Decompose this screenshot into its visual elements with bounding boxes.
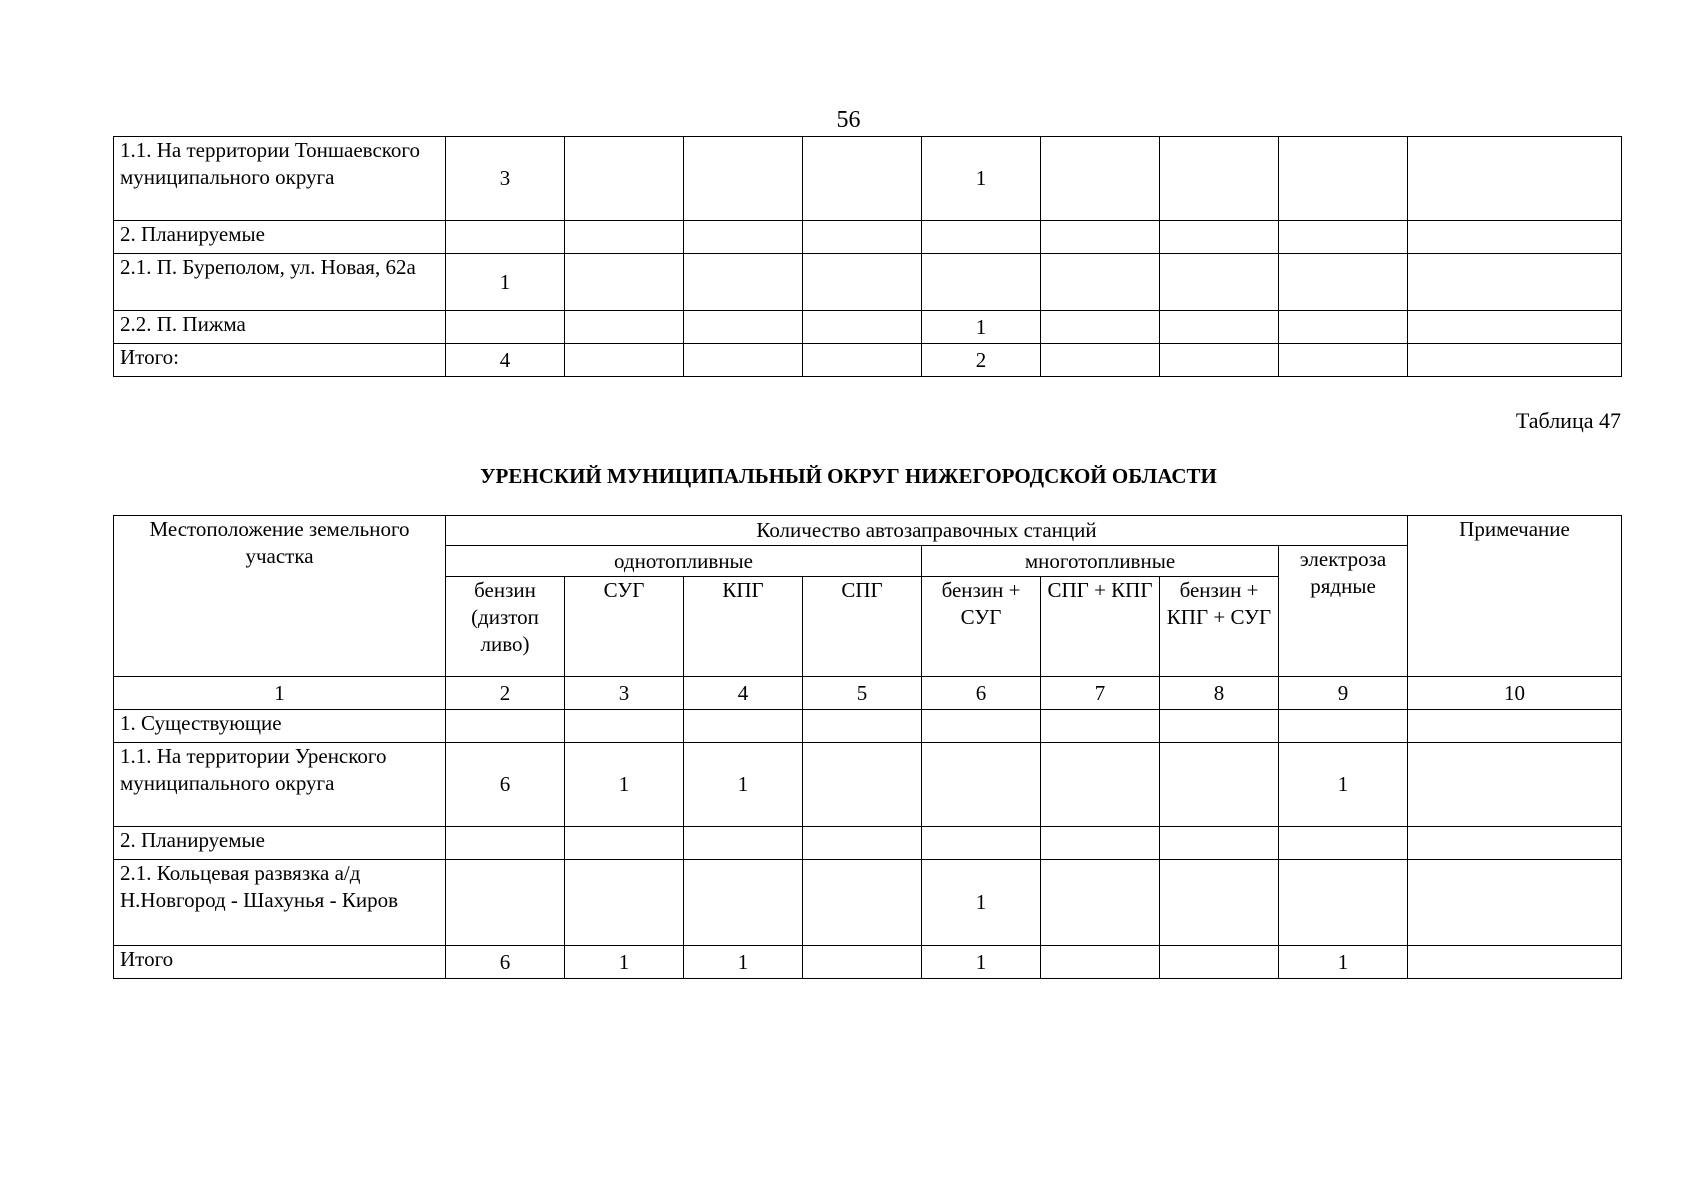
- row-value: 6: [446, 743, 565, 827]
- row-value: 1: [684, 946, 803, 979]
- row-value: 2: [922, 344, 1041, 377]
- row-value: [1160, 137, 1279, 221]
- row-value: [1160, 860, 1279, 946]
- header-single-fuel: однотопливные: [446, 546, 922, 577]
- row-value: [1041, 710, 1160, 743]
- row-value: [922, 254, 1041, 311]
- column-number: 9: [1279, 677, 1408, 710]
- row-value: [803, 221, 922, 254]
- table-row: [114, 946, 1622, 979]
- header-note: Примечание: [1408, 516, 1622, 677]
- row-location: 2.1. П. Буреполом, ул. Новая, 62а: [114, 254, 446, 311]
- row-value: [1408, 254, 1622, 311]
- row-location: 1.1. На территории Тоншаевского муниципального округа: [114, 137, 446, 221]
- header-row-1: [114, 516, 1622, 546]
- continuation-table: [113, 136, 1622, 377]
- row-value: [803, 743, 922, 827]
- table-row: [114, 860, 1622, 946]
- row-value: [565, 311, 684, 344]
- row-value: 1: [1279, 946, 1408, 979]
- row-value: [803, 860, 922, 946]
- row-value: [1279, 311, 1408, 344]
- row-value: [1160, 946, 1279, 979]
- row-value: [684, 221, 803, 254]
- row-value: [684, 827, 803, 860]
- row-value: [803, 344, 922, 377]
- row-value: 1: [684, 743, 803, 827]
- row-value: [684, 254, 803, 311]
- row-value: [1408, 311, 1622, 344]
- row-value: [1041, 311, 1160, 344]
- row-value: [1041, 827, 1160, 860]
- row-value: 1: [1279, 743, 1408, 827]
- table-label: Таблица 47: [1515, 408, 1621, 433]
- row-location: 2. Планируемые: [114, 827, 446, 860]
- row-location: 1. Существующие: [114, 710, 446, 743]
- row-location: 2.1. Кольцевая развязка а/д Н.Новгород - Шахунья - Киров: [114, 860, 446, 946]
- row-value: 1: [565, 743, 684, 827]
- row-value: 1: [922, 946, 1041, 979]
- row-value: [1408, 743, 1622, 827]
- row-value: [565, 254, 684, 311]
- column-number: 7: [1041, 677, 1160, 710]
- table-row: [114, 137, 1622, 221]
- column-number: 2: [446, 677, 565, 710]
- row-value: [1041, 743, 1160, 827]
- row-location: 2.2. П. Пижма: [114, 311, 446, 344]
- row-value: 1: [922, 137, 1041, 221]
- header-col-lpg: СУГ: [565, 577, 684, 677]
- column-number: 6: [922, 677, 1041, 710]
- row-value: [803, 137, 922, 221]
- gas-stations-table: [113, 515, 1622, 979]
- header-location: Местоположение земельного участка: [114, 516, 446, 677]
- row-value: [803, 254, 922, 311]
- column-number: 5: [803, 677, 922, 710]
- row-value: [446, 827, 565, 860]
- header-col-cng: КПГ: [684, 577, 803, 677]
- table-row: [114, 311, 1622, 344]
- row-value: [803, 311, 922, 344]
- row-value: [446, 860, 565, 946]
- row-location: 1.1. На территории Уренского муниципального округа: [114, 743, 446, 827]
- row-value: [565, 710, 684, 743]
- row-value: [684, 137, 803, 221]
- row-value: 1: [565, 946, 684, 979]
- header-multi-fuel: многотопливные: [922, 546, 1279, 577]
- row-value: [1408, 827, 1622, 860]
- row-value: [684, 860, 803, 946]
- column-number: 8: [1160, 677, 1279, 710]
- row-value: [803, 710, 922, 743]
- row-value: [1041, 344, 1160, 377]
- row-location: Итого: [114, 946, 446, 979]
- row-value: [803, 946, 922, 979]
- row-value: [565, 344, 684, 377]
- row-value: [1041, 254, 1160, 311]
- table-row: [114, 710, 1622, 743]
- column-number: 1: [114, 677, 446, 710]
- row-value: 6: [446, 946, 565, 979]
- row-value: [1160, 344, 1279, 377]
- row-value: [1041, 946, 1160, 979]
- row-value: [1279, 137, 1408, 221]
- row-value: 1: [922, 311, 1041, 344]
- row-value: [446, 311, 565, 344]
- column-number: 4: [684, 677, 803, 710]
- row-value: [1279, 860, 1408, 946]
- row-value: [565, 137, 684, 221]
- row-value: [1408, 137, 1622, 221]
- row-value: [1408, 946, 1622, 979]
- header-col-lng: СПГ: [803, 577, 922, 677]
- column-numbers-row: [114, 677, 1622, 710]
- row-value: [565, 221, 684, 254]
- row-value: [684, 344, 803, 377]
- row-value: [1408, 221, 1622, 254]
- row-value: [1408, 860, 1622, 946]
- row-value: [922, 743, 1041, 827]
- row-value: 1: [922, 860, 1041, 946]
- table-title: УРЕНСКИЙ МУНИЦИПАЛЬНЫЙ ОКРУГ НИЖЕГОРОДСКОЙ ОБЛАСТИ: [480, 464, 1217, 488]
- row-value: [1279, 254, 1408, 311]
- table-row: [114, 743, 1622, 827]
- row-value: [684, 311, 803, 344]
- row-value: [684, 710, 803, 743]
- row-value: [446, 710, 565, 743]
- row-value: [1279, 710, 1408, 743]
- table-row: [114, 827, 1622, 860]
- row-value: [1041, 137, 1160, 221]
- row-location: 2. Планируемые: [114, 221, 446, 254]
- row-value: [1041, 221, 1160, 254]
- row-value: [1160, 254, 1279, 311]
- row-value: 4: [446, 344, 565, 377]
- header-col-petrol-lpg: бензин + СУГ: [922, 577, 1041, 677]
- row-value: [1279, 221, 1408, 254]
- row-value: [1160, 710, 1279, 743]
- row-value: [922, 710, 1041, 743]
- table-row: [114, 254, 1622, 311]
- row-value: [1160, 827, 1279, 860]
- header-col-petrol-cng-lpg: бензин + КПГ + СУГ: [1160, 577, 1279, 677]
- row-value: [803, 827, 922, 860]
- row-value: [1160, 743, 1279, 827]
- row-value: [1279, 827, 1408, 860]
- page-number: 56: [836, 107, 861, 133]
- row-value: [922, 221, 1041, 254]
- row-value: 1: [446, 254, 565, 311]
- column-number: 3: [565, 677, 684, 710]
- row-value: [1160, 221, 1279, 254]
- row-value: 3: [446, 137, 565, 221]
- row-value: [1408, 710, 1622, 743]
- row-value: [446, 221, 565, 254]
- row-value: [1279, 344, 1408, 377]
- row-value: [922, 827, 1041, 860]
- row-value: [565, 827, 684, 860]
- header-quantity: Количество автозаправочных станций: [446, 516, 1408, 546]
- table-row: [114, 344, 1622, 377]
- row-location: Итого:: [114, 344, 446, 377]
- table-row: [114, 221, 1622, 254]
- header-electric: электроза рядные: [1279, 546, 1408, 677]
- row-value: [565, 860, 684, 946]
- header-col-petrol: бензин (дизтоп ливо): [446, 577, 565, 677]
- row-value: [1160, 311, 1279, 344]
- row-value: [1408, 344, 1622, 377]
- row-value: [1041, 860, 1160, 946]
- header-col-lng-cng: СПГ + КПГ: [1041, 577, 1160, 677]
- column-number: 10: [1408, 677, 1622, 710]
